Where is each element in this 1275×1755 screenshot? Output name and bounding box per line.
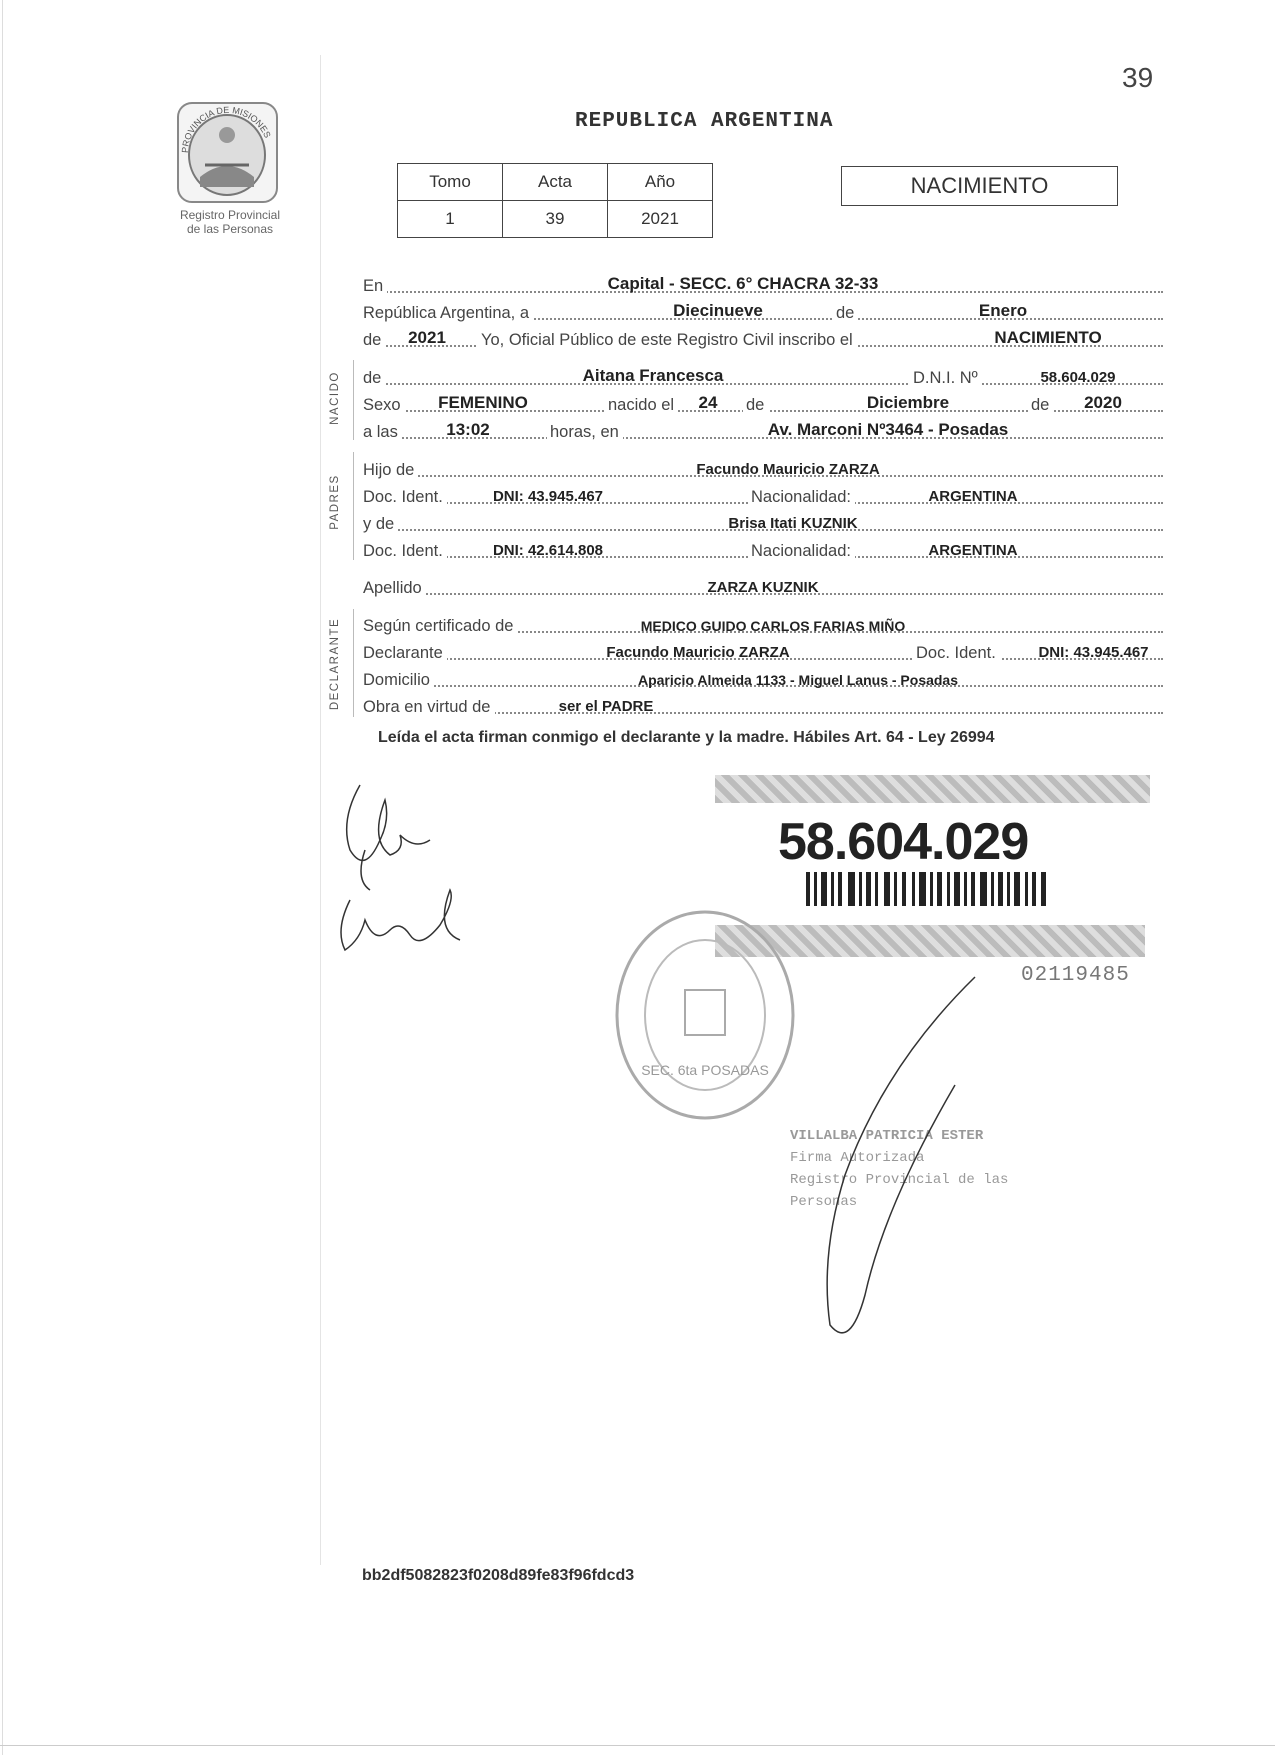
- page-bottom-edge: [0, 1745, 1275, 1746]
- label-doc-ident-mother: Doc. Ident.: [363, 542, 447, 561]
- label-apellido: Apellido: [363, 579, 426, 598]
- value-birth-year: 2020: [1084, 393, 1122, 412]
- province-seal-icon: [170, 95, 285, 210]
- security-band-top: [715, 775, 1150, 803]
- label-de-year: de: [363, 331, 385, 350]
- value-declarant-doc: DNI: 43.945.467: [1038, 644, 1149, 661]
- value-mother-doc: DNI: 42.614.808: [492, 542, 604, 559]
- value-father-nationality: ARGENTINA: [928, 488, 1018, 505]
- value-dni: 58.604.029: [1040, 369, 1116, 386]
- label-a-las: a las: [363, 423, 402, 442]
- label-republica: República Argentina, a: [363, 304, 533, 323]
- row-time: [363, 416, 1163, 442]
- row-sex: [363, 389, 1163, 415]
- label-sexo: Sexo: [363, 396, 405, 415]
- row-mother-doc: [363, 535, 1163, 561]
- label-obra-en-virtud: Obra en virtud de: [363, 698, 495, 717]
- row-virtue: [363, 691, 1163, 717]
- registry-line1: Registro Provincial: [179, 208, 281, 222]
- value-mother-name: Brisa Itati KUZNIK: [728, 515, 858, 532]
- officer-office: Registro Provincial de las Personas: [790, 1172, 1009, 1210]
- registry-name: [160, 208, 300, 236]
- value-surname: ZARZA KUZNIK: [707, 579, 819, 596]
- value-day-text: Diecinueve: [673, 301, 763, 320]
- page-left-edge: [2, 0, 3, 1755]
- signatures-icon: [320, 780, 490, 980]
- registry-line2: de las Personas: [186, 222, 274, 236]
- serial-number: 02119485: [1021, 964, 1130, 987]
- row-certificate: [363, 610, 1163, 636]
- record-table: [397, 163, 713, 238]
- label-nationality-mother: Nacionalidad:: [748, 542, 855, 561]
- label-declarante: Declarante: [363, 644, 447, 663]
- label-nacido-el: nacido el: [605, 396, 678, 415]
- header-tomo: Tomo: [398, 164, 503, 201]
- section-nacido: NACIDO: [329, 371, 341, 425]
- value-mother-nationality: ARGENTINA: [928, 542, 1018, 559]
- value-acta: 39: [503, 201, 608, 238]
- section-bar-padres: [353, 452, 354, 560]
- label-y-de: y de: [363, 515, 398, 534]
- value-act-type: NACIMIENTO: [994, 328, 1102, 347]
- stamp-text: SEC. 6ta POSADAS: [641, 1062, 769, 1078]
- row-father: [363, 454, 1163, 480]
- row-year: [363, 324, 1163, 350]
- official-signature-icon: [735, 975, 995, 1355]
- row-mother: [363, 508, 1163, 534]
- label-de-bmonth: de: [743, 396, 768, 415]
- value-month: Enero: [978, 301, 1028, 320]
- row-declarant: [363, 637, 1163, 663]
- value-name: Aitana Francesca: [582, 366, 724, 385]
- label-doc-ident-declarant: Doc. Ident.: [913, 644, 1000, 663]
- label-de-name: de: [363, 369, 385, 388]
- value-address: Aparicio Almeida 1133 - Miguel Lanus - Posadas: [637, 672, 959, 688]
- row-date: [363, 297, 1163, 323]
- value-by-virtue-of: ser el PADRE: [558, 698, 654, 715]
- section-declarante: DECLARANTE: [329, 617, 341, 711]
- section-padres: PADRES: [329, 474, 341, 530]
- value-birth-time: 13:02: [446, 420, 490, 439]
- label-de-month: de: [833, 304, 858, 323]
- barcode-icon: [806, 872, 1046, 906]
- document-hash: bb2df5082823f0208d89fe83f96fdcd3: [362, 1567, 635, 1584]
- row-father-doc: [363, 481, 1163, 507]
- value-year: 2021: [408, 328, 446, 347]
- value-certificate-by: MEDICO GUIDO CARLOS FARIAS MIÑO: [640, 618, 906, 634]
- record-type-box: NACIMIENTO: [841, 166, 1118, 206]
- row-address: [363, 664, 1163, 690]
- section-bar-nacido: [353, 360, 354, 440]
- label-de-byear: de: [1028, 396, 1053, 415]
- row-place: [363, 270, 1163, 296]
- value-birth-month: Diciembre: [866, 393, 950, 412]
- label-horas-en: horas, en: [547, 423, 623, 442]
- value-tomo: 1: [398, 201, 503, 238]
- value-birth-day: 24: [698, 393, 718, 412]
- header-ano: Año: [608, 164, 713, 201]
- value-birth-place: Av. Marconi Nº3464 - Posadas: [767, 420, 1009, 439]
- seal-text: PROVINCIA DE MISIONES: [179, 104, 273, 154]
- dni-label: 58.604.029: [778, 813, 1029, 871]
- label-en: En: [363, 277, 387, 296]
- label-yo-oficial: Yo, Oficial Público de este Registro Civil inscribo el: [478, 331, 857, 350]
- row-surname: [363, 572, 1163, 598]
- value-declarant: Facundo Mauricio ZARZA: [606, 644, 790, 661]
- label-segun-certificado: Según certificado de: [363, 617, 517, 636]
- label-dni: D.N.I. Nº: [910, 369, 982, 388]
- value-sex: FEMENINO: [438, 393, 528, 412]
- header-acta: Acta: [503, 164, 608, 201]
- officer-role: Firma Autorizada: [790, 1150, 925, 1166]
- closing-text: Leída el acta firman conmigo el declarante y la madre. Hábiles Art. 64 - Ley 26994: [378, 729, 995, 746]
- label-hijo-de: Hijo de: [363, 461, 418, 480]
- section-bar-declarante: [353, 609, 354, 717]
- value-father-name: Facundo Mauricio ZARZA: [696, 461, 880, 478]
- label-doc-ident-father: Doc. Ident.: [363, 488, 447, 507]
- officer-name: VILLALBA PATRICIA ESTER: [790, 1128, 984, 1144]
- value-ano: 2021: [608, 201, 713, 238]
- label-domicilio: Domicilio: [363, 671, 434, 690]
- label-nationality-father: Nacionalidad:: [748, 488, 855, 507]
- value-place: Capital - SECC. 6° CHACRA 32-33: [607, 274, 879, 293]
- document-title: REPUBLICA ARGENTINA: [575, 110, 834, 133]
- value-father-doc: DNI: 43.945.467: [492, 488, 604, 505]
- page-number: 39: [1122, 62, 1154, 93]
- row-name: [363, 362, 1163, 388]
